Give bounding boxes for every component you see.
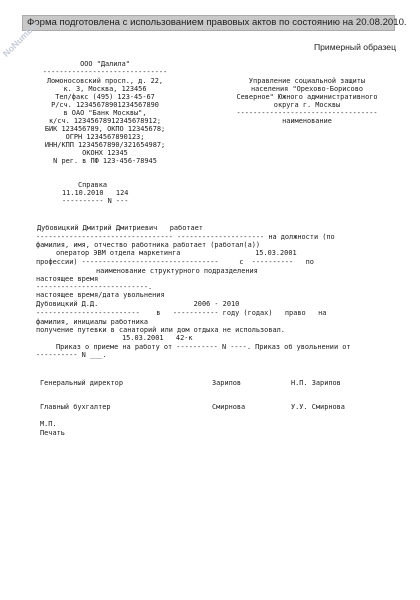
body-line: Дубовицкий Д.Д. 2006 - 2010	[36, 300, 240, 308]
org-bik: БИК 123456789, ОКПО 12345678;	[44, 125, 166, 133]
org-pfr: N рег. в ПФ 123-456-78945	[53, 157, 157, 165]
signature-name: Н.П. Зарипов	[291, 379, 341, 387]
signature-role: Главный бухгалтер	[40, 403, 111, 411]
body-line: --------------------------------- --------------------- на должности (по	[36, 233, 335, 241]
body-line: ------------------------- в ----------- году (годах) право на	[36, 309, 327, 317]
body-line: оператор ЭВМ отдела маркетинга 15.03.2001	[56, 249, 297, 257]
body-line: настоящее время/дата увольнения	[36, 291, 165, 299]
org-divider: ------------------------------	[42, 68, 168, 76]
recipient-caption: наименование	[282, 117, 332, 125]
body-line: Приказ о приеме на работу от ---------- N ----. Приказ об увольнении от	[56, 343, 351, 351]
org-account: Р/сч. 12345678901234567890	[51, 101, 159, 109]
recipient-line-4: округа г. Москвы	[273, 101, 341, 109]
body-line: фамилия, имя, отчество работника работает (работал(а))	[36, 241, 261, 249]
signature-handwritten: Смирнова	[212, 403, 246, 411]
body-line: получение путевки в санаторий или дом отдыха не использовал.	[36, 326, 285, 334]
certificate-title: Справка	[78, 181, 108, 189]
body-line: фамилия, инициалы работника	[36, 318, 149, 326]
watermark: NoNumber	[0, 19, 41, 59]
org-inn: ИНН/КПП 1234567890/321654987;	[44, 141, 166, 149]
body-line: ---------------------------.	[36, 283, 153, 291]
org-address-2: к. 3, Москва, 123456	[63, 85, 147, 93]
body-line: наименование структурного подразделения	[96, 267, 258, 275]
org-address-1: Ломоносовский просп., д. 22,	[46, 77, 164, 85]
legal-status-banner: Форма подготовлена с использованием правовых актов по состоянию на 20.08.2010.	[22, 15, 395, 31]
body-line: профессии) --------------------------------- с ---------- по	[36, 258, 314, 266]
certificate-number-line: ---------- N ---	[62, 197, 129, 205]
sample-label: Примерный образец	[313, 42, 396, 52]
body-line: Дубовицкий Дмитрий Дмитриевич работает	[37, 224, 203, 232]
org-okonh: ОКОНХ 12345	[82, 149, 128, 157]
org-bank: в ОАО "Банк Москвы",	[63, 109, 147, 117]
signature-handwritten: Зарипов	[212, 379, 242, 387]
signature-role: Генеральный директор	[40, 379, 123, 387]
recipient-line-2: населения "Орехово-Борисово	[250, 85, 363, 93]
org-phone: Тел/факс (495) 123-45-67	[55, 93, 155, 101]
body-line: ---------- N ___.	[36, 351, 107, 359]
certificate-date-number: 11.10.2010 124	[62, 189, 129, 197]
recipient-line-3: Северное" Южного административного	[236, 93, 378, 101]
stamp-label: Печать	[40, 429, 65, 437]
body-line: настоящее время	[36, 275, 99, 283]
recipient-divider: ----------------------------------	[236, 109, 378, 117]
body-line: 15.03.2001 42-к	[122, 334, 193, 342]
signature-name: У.У. Смирнова	[291, 403, 345, 411]
org-ogrn: ОГРН 1234567890123;	[65, 133, 145, 141]
stamp-mp: М.П.	[40, 420, 57, 428]
recipient-line-1: Управление социальной защиты	[248, 77, 366, 85]
org-name: ООО "Далила"	[80, 60, 130, 68]
org-corr-account: к/сч. 12345678912345678912;	[48, 117, 161, 125]
